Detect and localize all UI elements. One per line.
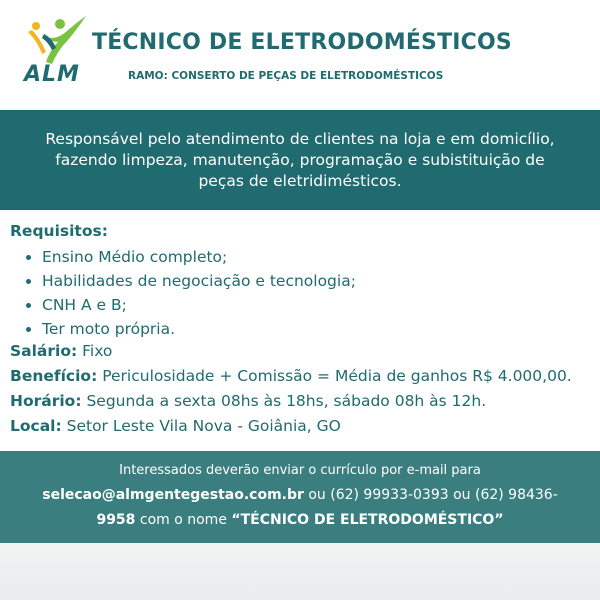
list-item: • Habilidades de negociação e tecnologia; [42,269,356,293]
page-subtitle: RAMO: CONSERTO DE PEÇAS DE ELETRODOMÉSTICOS [128,70,444,82]
header [0,0,600,108]
contact-line-2 [0,487,600,503]
contact-line-3 [0,512,600,528]
contact-phones: ou (62) 99933-0393 ou (62) 98436- [303,487,558,503]
list-item: • CNH A e B; [42,293,356,317]
salary-value: Fixo [77,342,113,360]
contact-intro: Interessados deverão enviar o currículo por e-mail para [119,463,481,478]
list-item: • Ensino Médio completo; [42,245,356,269]
description-line-1: Responsável pelo atendimento de clientes na loja e em domicílio, [45,129,555,148]
contact-name-prefix: com o nome [135,512,232,528]
logo-text: ALM [24,62,80,87]
schedule-line [10,392,595,410]
location-label: Local: [10,417,62,435]
description-line-2: fazendo limpeza, manutenção, programação e subistituição de [55,150,545,169]
footer-band [0,543,600,600]
contact-section [0,451,600,543]
contact-phone-end: 9958 [96,512,136,528]
benefit-line [10,367,595,385]
page-title: TÉCNICO DE ELETRODOMÉSTICOS [92,30,512,55]
requirements-list [10,245,356,341]
contact-subject: “TÉCNICO DE ELETRODOMÉSTICO” [231,512,504,528]
salary-label: Salário: [10,342,78,360]
benefit-label: Benefício: [10,367,98,385]
job-details [0,212,600,450]
schedule-value: Segunda a sexta 08hs às 18hs, sábado 08h às 12h. [81,392,487,410]
location-value: Setor Leste Vila Nova - Goiânia, GO [61,417,341,435]
benefit-value: Periculosidade + Comissão = Média de ganhos R$ 4.000,00. [97,367,572,385]
schedule-label: Horário: [10,392,82,410]
requirements-heading: Requisitos: [10,222,108,240]
contact-email-link[interactable]: selecao@almgentegestao.com.br [42,487,304,503]
list-item: • Ter moto própria. [42,317,356,341]
location-line [10,417,595,435]
salary-line [10,342,595,360]
job-description [0,110,600,210]
description-line-3: peças de eletridimésticos. [198,171,402,190]
